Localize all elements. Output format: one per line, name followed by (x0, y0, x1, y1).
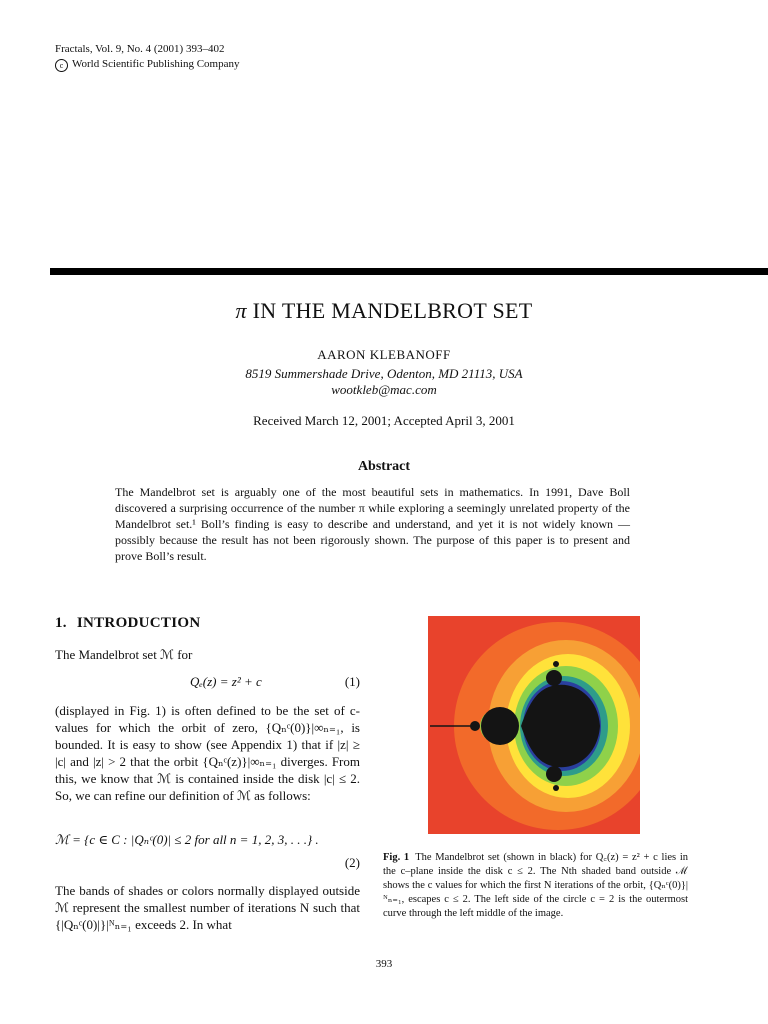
publisher-line (55, 57, 239, 72)
title-text: IN THE MANDELBROT SET (252, 298, 533, 323)
abstract-heading: Abstract (357, 459, 411, 474)
figure-label: Fig. 1 (383, 852, 410, 863)
figure-caption (383, 851, 688, 921)
section-heading (55, 615, 200, 632)
equation-1-number: (1) (344, 674, 360, 689)
publisher-name: World Scientific Publishing Company (72, 58, 240, 70)
author-address: 8519 Summershade Drive, Odenton, MD 21113, USA (245, 366, 523, 381)
section-title: INTRODUCTION (76, 615, 201, 631)
abstract-body: The Mandelbrot set is arguably one of the most beautiful sets in mathematics. In 1991, Dave Boll discovered a surprising occurrence of the number π while exploring a seemingly unrelated property of the Mandelbrot set.¹ Boll’s finding is easy to describe and understand, and yet it is not widely known — possibly because the result has not been rigorously shown. The purpose of this paper is to present and prove Boll’s result. (115, 485, 630, 563)
figure-caption-text: The Mandelbrot set (shown in black) for Q꜀(z) = z² + c lies in the c–plane inside the disk c ≤ 2. The Nth shaded band outside ℳ shows the c values for which the first N iterations of the orbit, {Qₙᶜ(0)}|ᴺₙ₌₁, escapes c ≤ 2. The left side of the circle c = 2 is the outermost curve through the left middle of the image. (383, 852, 688, 919)
page-number: 393 (375, 958, 393, 970)
set-bulb-top (546, 670, 562, 686)
intro-paragraph-1: The Mandelbrot set ℳ for (55, 647, 193, 662)
author-email: wootkleb@mac.com (331, 382, 437, 397)
title-pi: π (235, 298, 247, 323)
intro-paragraph-2: (displayed in Fig. 1) is often defined to be the set of c-values for which the orbit of zero, {Qₙᶜ(0)}|∞ₙ₌₁, is bounded. It is easy to show (see Appendix 1) that if |z| ≥ |c| and |z| > 2 that the orbit {Qₙᶜ(z)}|∞ₙ₌₁ diverges. From this, we know that ℳ is contained inside the disk |c| ≤ 2. So, we can refine our definition of ℳ as follows: (55, 703, 360, 803)
equation-2-expression: ℳ = {c ∈ C : |Qₙᶜ(0)| ≤ 2 for all n = 1, 2, 3, . . .} . (55, 832, 319, 847)
set-bulb-bottom (546, 766, 562, 782)
intro-paragraph-3: The bands of shades or colors normally displayed outside ℳ represent the smallest number of iterations N such that {|Qₙᶜ(0)|}|ᴺₙ₌₁ exceeds 2. In what (55, 883, 360, 932)
set-bulb-top-tip (553, 661, 559, 667)
journal-header (55, 42, 239, 72)
paper-title (0, 298, 768, 324)
received-dates: Received March 12, 2001; Accepted April 3, 2001 (253, 413, 515, 428)
equation-2-number: (2) (344, 855, 360, 870)
equation-1-expression: Qₑ(z) = z² + c (190, 674, 262, 689)
section-number: 1. (55, 615, 67, 631)
set-bulb-bottom-tip (553, 785, 559, 791)
title-rule (50, 268, 768, 275)
author-name: AARON KLEBANOFF (317, 347, 451, 362)
set-bulb-main (481, 707, 519, 745)
mandelbrot-figure (428, 616, 640, 834)
journal-citation: Fractals, Vol. 9, No. 4 (2001) 393–402 (55, 43, 225, 55)
mandelbrot-image (428, 616, 640, 834)
copyright-icon: c (55, 59, 68, 72)
